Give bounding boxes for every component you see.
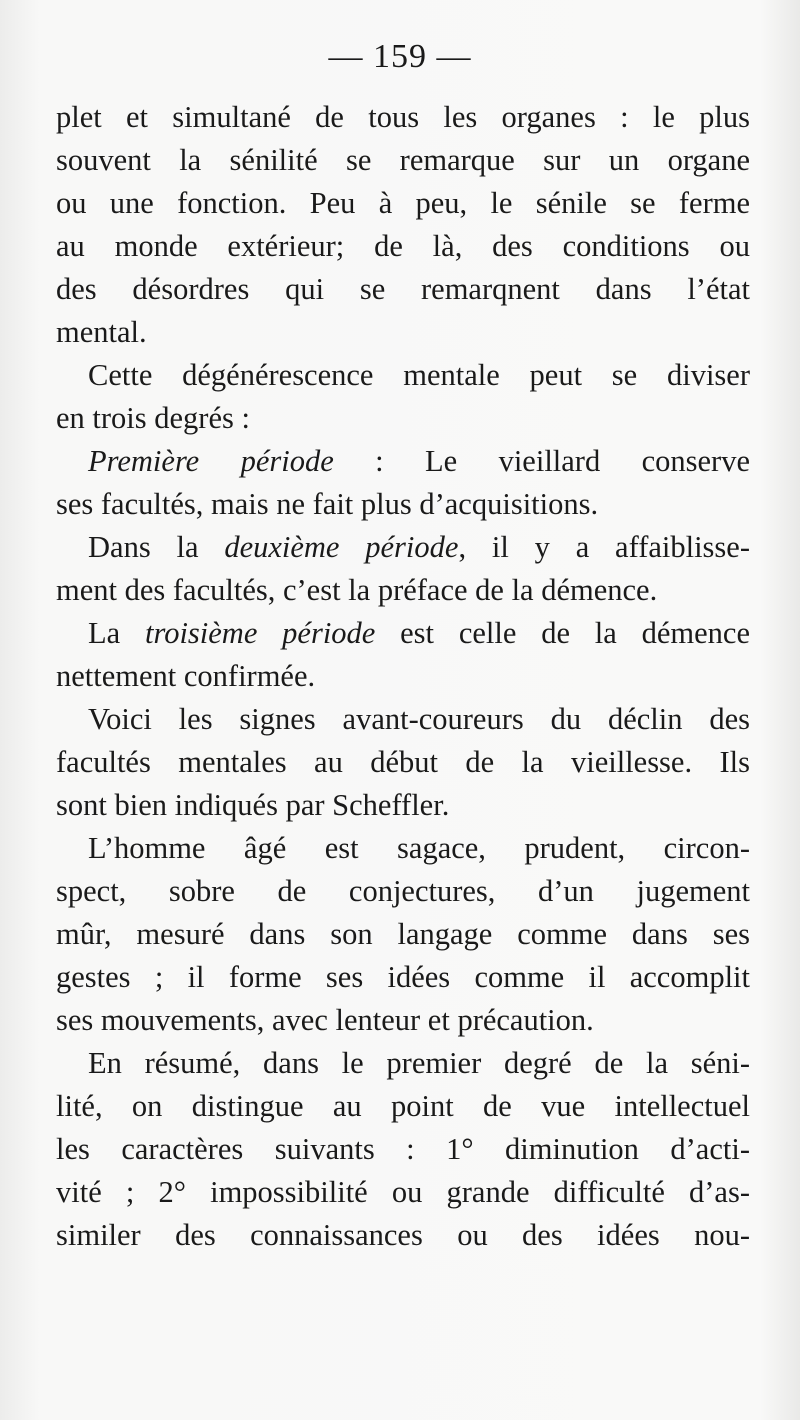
text-line: des désordres qui se remarqnent dans l’état — [56, 272, 750, 306]
text-line: spect, sobre de conjectures, d’un jugement — [56, 874, 750, 908]
italic-text: deuxième période — [224, 530, 459, 564]
text-line: En résumé, dans le premier degré de la séni- — [88, 1046, 750, 1080]
text-line — [56, 440, 750, 483]
text-segment: est celle de la démence — [375, 616, 750, 650]
text-line: gestes ; il forme ses idées comme il accomplit — [56, 960, 750, 994]
text-line: mental. — [56, 315, 147, 349]
text-line: ou une fonction. Peu à peu, le sénile se ferme — [56, 186, 750, 220]
italic-text: troisième période — [144, 616, 376, 650]
text-line: Cette dégénérescence mentale peut se diviser — [88, 358, 750, 392]
text-line: souvent la sénilité se remarque sur un organe — [56, 143, 750, 177]
text-line: L’homme âgé est sagace, prudent, circon- — [88, 831, 750, 865]
page-number: — 159 — — [328, 38, 472, 75]
text-line: nettement confirmée. — [56, 659, 316, 693]
text-line: plet et simultané de tous les organes : le plus — [56, 100, 750, 134]
text-line: Voici les signes avant-coureurs du déclin des — [88, 702, 750, 736]
text-line: facultés mentales au début de la vieillesse. Ils — [56, 745, 750, 779]
text-line: sont bien indiqués par Scheffler. — [56, 788, 450, 822]
text-line: les caractères suivants : 1° diminution d’acti- — [56, 1132, 750, 1166]
text-line: ses mouvements, avec lenteur et précaution. — [56, 1003, 594, 1037]
text-segment: Dans la — [88, 530, 225, 564]
text-line — [56, 612, 750, 655]
text-line — [56, 526, 750, 569]
text-line: lité, on distingue au point de vue intellectuel — [56, 1089, 750, 1123]
body-text — [56, 96, 750, 1257]
text-line: mûr, mesuré dans son langage comme dans ses — [56, 917, 750, 951]
italic-text: Première période — [88, 444, 334, 478]
text-line: ment des facultés, c’est la préface de la démence. — [56, 573, 658, 607]
text-segment: , il y a affaiblisse- — [458, 530, 750, 564]
text-line: en trois degrés : — [56, 401, 250, 435]
text-line: similer des connaissances ou des idées nou- — [56, 1218, 750, 1252]
text-segment: : Le vieillard conserve — [333, 444, 750, 478]
text-line: ses facultés, mais ne fait plus d’acquisitions. — [56, 487, 599, 521]
text-line: au monde extérieur; de là, des conditions ou — [56, 229, 750, 263]
text-line: vité ; 2° impossibilité ou grande difficulté d’as- — [56, 1175, 750, 1209]
text-segment: La — [88, 616, 145, 650]
